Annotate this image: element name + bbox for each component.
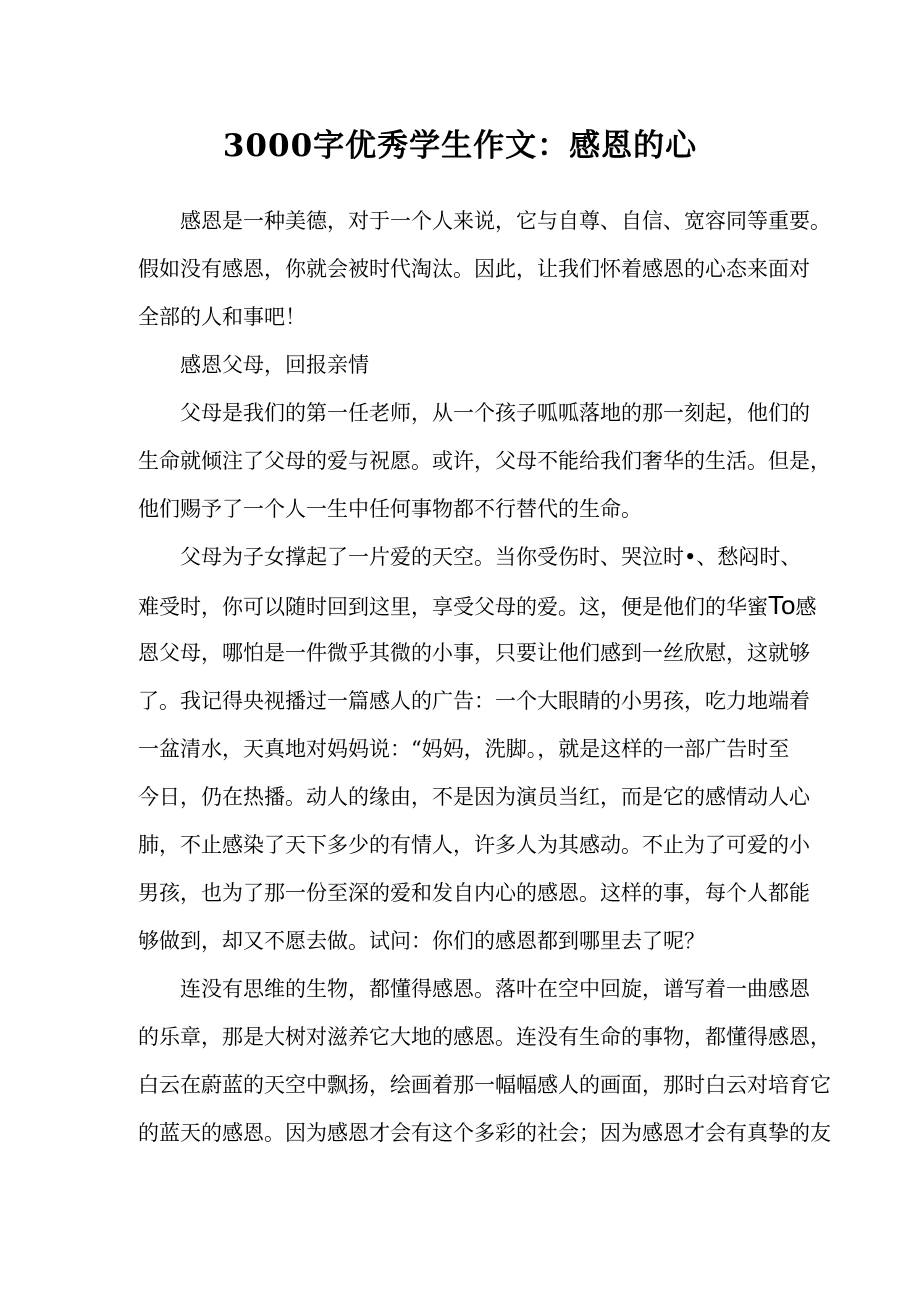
line-text-end: 感	[795, 595, 817, 619]
essay-title: 3000字优秀学生作文：感恩的心	[222, 128, 698, 164]
paragraph-line: 父母为子女撑起了一片爱的天空。当你受伤时、哭泣时•、愁闷时、	[180, 545, 802, 569]
paragraph-line: 父母是我们的第一任老师，从一个孩子呱呱落地的那一刻起，他们的	[180, 401, 810, 425]
paragraph-line: 够做到，却又不愿去做。试问：你们的感恩都到哪里去了呢？	[138, 929, 705, 953]
paragraph-line: 了。我记得央视播过一篇感人的广告：一个大眼睛的小男孩，吃力地端着	[138, 689, 810, 713]
paragraph-line: 一盆清水，天真地对妈妈说：“妈妈，洗脚。，就是这样的一部广告时至	[138, 737, 790, 761]
paragraph-line: 恩父母，哪怕是一件微乎其微的小事，只要让他们感到一丝欣慰，这就够	[138, 641, 810, 665]
paragraph-line: 感恩是一种美德，对于一个人来说，它与自尊、自信、宽容同等重要。	[180, 209, 831, 233]
paragraph-line: 全部的人和事吧！	[138, 305, 306, 329]
paragraph-line: 生命就倾注了父母的爱与祝愿。或许，父母不能给我们奢华的生活。但是，	[138, 449, 831, 473]
section-heading: 感恩父母，回报亲情	[180, 353, 369, 377]
paragraph-line: 肺，不止感染了天下多少的有情人，许多人为其感动。不止为了可爱的小	[138, 833, 810, 857]
paragraph-line: 的乐章，那是大树对滋养它大地的感恩。连没有生命的事物，都懂得感恩，	[138, 1025, 831, 1049]
paragraph-line: 的蓝天的感恩。因为感恩才会有这个多彩的社会；因为感恩才会有真挚的友	[138, 1121, 831, 1145]
paragraph-line	[138, 590, 817, 622]
line-text: 难受时，你可以随时回到这里，享受父母的爱。这，便是他们的华蜜	[138, 595, 768, 619]
paragraph-line: 连没有思维的生物，都懂得感恩。落叶在空中回旋，谱写着一曲感恩	[180, 977, 810, 1001]
paragraph-line: 他们赐予了一个人一生中任何事物都不行替代的生命。	[138, 497, 642, 521]
paragraph-line: 今日，仍在热播。动人的缘由，不是因为演员当红，而是它的感情动人心	[138, 785, 810, 809]
paragraph-line: 假如没有感恩，你就会被时代淘汰。因此，让我们怀着感恩的心态来面对	[138, 257, 810, 281]
paragraph-line: 白云在蔚蓝的天空中飘扬，绘画着那一幅幅感人的画面，那时白云对培育它	[138, 1073, 831, 1097]
paragraph-line: 男孩，也为了那一份至深的爱和发自内心的感恩。这样的事，每个人都能	[138, 881, 810, 905]
stray-latin-text: To	[768, 590, 796, 620]
